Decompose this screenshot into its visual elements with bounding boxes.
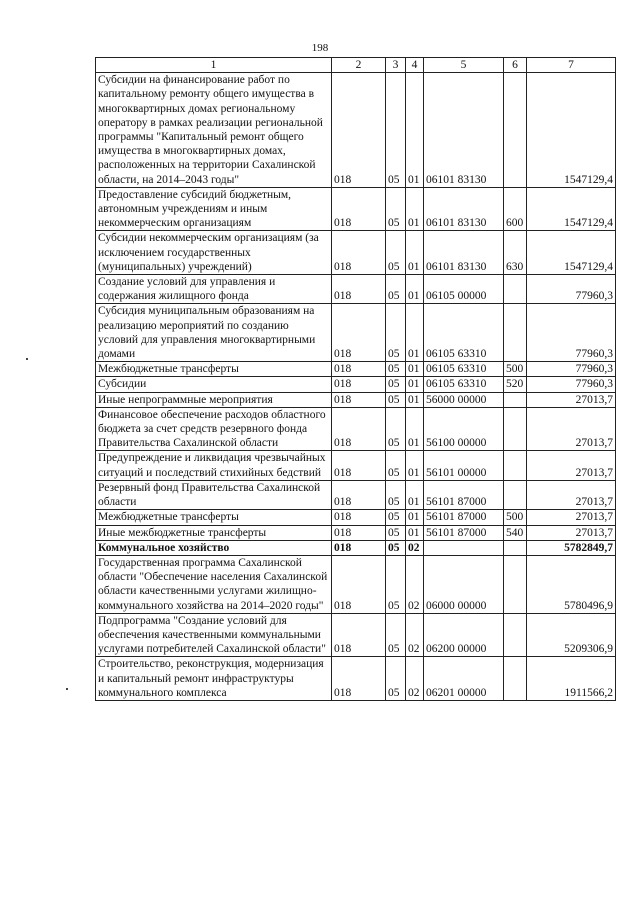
expense-name-cell: Предоставление субсидий бюджетным, автономным учреждениям и иным некоммерческим организациям: [96, 187, 332, 231]
expense-name-cell: Иные межбюджетные трансферты: [96, 525, 332, 540]
table-row: [96, 510, 616, 525]
column-header: 6: [504, 58, 527, 73]
ministry-code-cell: 018: [332, 613, 386, 657]
table-row: [96, 540, 616, 555]
ministry-code-cell: 018: [332, 657, 386, 701]
section-cell: 05: [386, 555, 406, 613]
subsection-cell: 01: [406, 510, 424, 525]
column-header: 5: [424, 58, 504, 73]
section-cell: 05: [386, 304, 406, 362]
expense-name-cell: Государственная программа Сахалинской области "Обеспечение населения Сахалинской области качественными услугами жилищно-коммунального хозяйства на 2014–2020 годы": [96, 555, 332, 613]
target-article-cell: 56101 87000: [424, 480, 504, 509]
subsection-cell: 02: [406, 540, 424, 555]
expense-type-cell: 600: [504, 187, 527, 231]
expense-type-cell: [504, 540, 527, 555]
subsection-cell: 01: [406, 392, 424, 407]
section-cell: 05: [386, 275, 406, 304]
section-cell: 05: [386, 392, 406, 407]
ministry-code-cell: 018: [332, 73, 386, 188]
amount-cell: 5782849,7: [527, 540, 616, 555]
subsection-cell: 02: [406, 657, 424, 701]
ministry-code-cell: 018: [332, 480, 386, 509]
expense-type-cell: [504, 613, 527, 657]
subsection-cell: 01: [406, 451, 424, 480]
table-row: [96, 231, 616, 275]
ministry-code-cell: 018: [332, 187, 386, 231]
table-row: [96, 613, 616, 657]
target-article-cell: 06200 00000: [424, 613, 504, 657]
amount-cell: 77960,3: [527, 377, 616, 392]
target-article-cell: 56101 87000: [424, 510, 504, 525]
ministry-code-cell: 018: [332, 407, 386, 451]
section-cell: 05: [386, 657, 406, 701]
column-header: 4: [406, 58, 424, 73]
section-cell: 05: [386, 613, 406, 657]
section-cell: 05: [386, 377, 406, 392]
expense-type-cell: [504, 392, 527, 407]
subsection-cell: 01: [406, 525, 424, 540]
table-row: [96, 480, 616, 509]
amount-cell: 27013,7: [527, 480, 616, 509]
expense-name-cell: Строительство, реконструкция, модернизация и капитальный ремонт инфраструктуры коммунального комплекса: [96, 657, 332, 701]
expense-type-cell: [504, 555, 527, 613]
amount-cell: 27013,7: [527, 510, 616, 525]
subsection-cell: 01: [406, 231, 424, 275]
subsection-cell: 01: [406, 377, 424, 392]
expense-name-cell: Субсидии некоммерческим организациям (за исключением государственных (муниципальных) учреждений): [96, 231, 332, 275]
expense-name-cell: Субсидия муниципальным образованиям на реализацию мероприятий по созданию условий для управления многоквартирными домами: [96, 304, 332, 362]
expense-type-cell: [504, 304, 527, 362]
subsection-cell: 01: [406, 362, 424, 377]
expense-name-cell: Субсидии: [96, 377, 332, 392]
column-header: 3: [386, 58, 406, 73]
ministry-code-cell: 018: [332, 231, 386, 275]
ministry-code-cell: 018: [332, 275, 386, 304]
expense-type-cell: 500: [504, 510, 527, 525]
budget-table: [95, 57, 616, 701]
target-article-cell: 06101 83130: [424, 187, 504, 231]
section-cell: 05: [386, 362, 406, 377]
expense-name-cell: Резервный фонд Правительства Сахалинской области: [96, 480, 332, 509]
target-article-cell: 56000 00000: [424, 392, 504, 407]
target-article-cell: 56101 87000: [424, 525, 504, 540]
table-row: [96, 525, 616, 540]
expense-name-cell: Межбюджетные трансферты: [96, 362, 332, 377]
expense-type-cell: 500: [504, 362, 527, 377]
subsection-cell: 01: [406, 187, 424, 231]
section-cell: 05: [386, 510, 406, 525]
target-article-cell: 56101 00000: [424, 451, 504, 480]
column-header: 1: [96, 58, 332, 73]
column-header: 7: [527, 58, 616, 73]
table-row: [96, 407, 616, 451]
table-row: [96, 73, 616, 188]
subsection-cell: 01: [406, 304, 424, 362]
amount-cell: 27013,7: [527, 392, 616, 407]
subsection-cell: 02: [406, 555, 424, 613]
table-row: [96, 362, 616, 377]
amount-cell: 1547129,4: [527, 73, 616, 188]
amount-cell: 1911566,2: [527, 657, 616, 701]
ministry-code-cell: 018: [332, 540, 386, 555]
target-article-cell: 06101 83130: [424, 73, 504, 188]
ministry-code-cell: 018: [332, 525, 386, 540]
amount-cell: 1547129,4: [527, 187, 616, 231]
target-article-cell: 06105 00000: [424, 275, 504, 304]
table-row: [96, 657, 616, 701]
expense-name-cell: Создание условий для управления и содержания жилищного фонда: [96, 275, 332, 304]
expense-type-cell: 540: [504, 525, 527, 540]
target-article-cell: 06000 00000: [424, 555, 504, 613]
expense-name-cell: Иные непрограммные мероприятия: [96, 392, 332, 407]
section-cell: 05: [386, 480, 406, 509]
expense-type-cell: 630: [504, 231, 527, 275]
table-row: [96, 451, 616, 480]
scan-speck: [66, 688, 68, 690]
target-article-cell: 06101 83130: [424, 231, 504, 275]
section-cell: 05: [386, 73, 406, 188]
expense-name-cell: Субсидии на финансирование работ по капитальному ремонту общего имущества в многоквартирных домах региональному оператору в рамках реализации региональной программы "Капитальный ремонт общего имущества в многоквартирных домах, расположенных на территории Сахалинской области, на 2014–2043 годы": [96, 73, 332, 188]
table-row: [96, 377, 616, 392]
scan-speck: [26, 358, 28, 360]
ministry-code-cell: 018: [332, 451, 386, 480]
section-cell: 05: [386, 525, 406, 540]
amount-cell: 27013,7: [527, 525, 616, 540]
expense-name-cell: Подпрограмма "Создание условий для обеспечения качественными коммунальными услугами потребителей Сахалинской области": [96, 613, 332, 657]
expense-type-cell: [504, 657, 527, 701]
ministry-code-cell: 018: [332, 510, 386, 525]
subsection-cell: 01: [406, 480, 424, 509]
expense-type-cell: [504, 73, 527, 188]
expense-type-cell: [504, 407, 527, 451]
expense-name-cell: Предупреждение и ликвидация чрезвычайных ситуаций и последствий стихийных бедствий: [96, 451, 332, 480]
section-cell: 05: [386, 540, 406, 555]
table-row: [96, 187, 616, 231]
ministry-code-cell: 018: [332, 392, 386, 407]
subsection-cell: 01: [406, 407, 424, 451]
amount-cell: 1547129,4: [527, 231, 616, 275]
expense-type-cell: 520: [504, 377, 527, 392]
table-row: [96, 275, 616, 304]
target-article-cell: [424, 540, 504, 555]
target-article-cell: 06105 63310: [424, 304, 504, 362]
section-cell: 05: [386, 407, 406, 451]
amount-cell: 27013,7: [527, 407, 616, 451]
subsection-cell: 01: [406, 275, 424, 304]
section-cell: 05: [386, 187, 406, 231]
target-article-cell: 06201 00000: [424, 657, 504, 701]
amount-cell: 5780496,9: [527, 555, 616, 613]
section-cell: 05: [386, 451, 406, 480]
table-row: [96, 304, 616, 362]
table-row: [96, 555, 616, 613]
subsection-cell: 01: [406, 73, 424, 188]
table-header-row: [96, 58, 616, 73]
page-number: 198: [311, 42, 329, 54]
ministry-code-cell: 018: [332, 362, 386, 377]
ministry-code-cell: 018: [332, 555, 386, 613]
target-article-cell: 06105 63310: [424, 377, 504, 392]
amount-cell: 77960,3: [527, 304, 616, 362]
amount-cell: 77960,3: [527, 275, 616, 304]
column-header: 2: [332, 58, 386, 73]
amount-cell: 27013,7: [527, 451, 616, 480]
expense-name-cell: Межбюджетные трансферты: [96, 510, 332, 525]
amount-cell: 77960,3: [527, 362, 616, 377]
amount-cell: 5209306,9: [527, 613, 616, 657]
subsection-cell: 02: [406, 613, 424, 657]
expense-type-cell: [504, 275, 527, 304]
expense-name-cell: Финансовое обеспечение расходов областного бюджета за счет средств резервного фонда Правительства Сахалинской области: [96, 407, 332, 451]
expense-type-cell: [504, 451, 527, 480]
target-article-cell: 06105 63310: [424, 362, 504, 377]
target-article-cell: 56100 00000: [424, 407, 504, 451]
expense-name-cell: Коммунальное хозяйство: [96, 540, 332, 555]
ministry-code-cell: 018: [332, 304, 386, 362]
expense-type-cell: [504, 480, 527, 509]
table-row: [96, 392, 616, 407]
ministry-code-cell: 018: [332, 377, 386, 392]
section-cell: 05: [386, 231, 406, 275]
